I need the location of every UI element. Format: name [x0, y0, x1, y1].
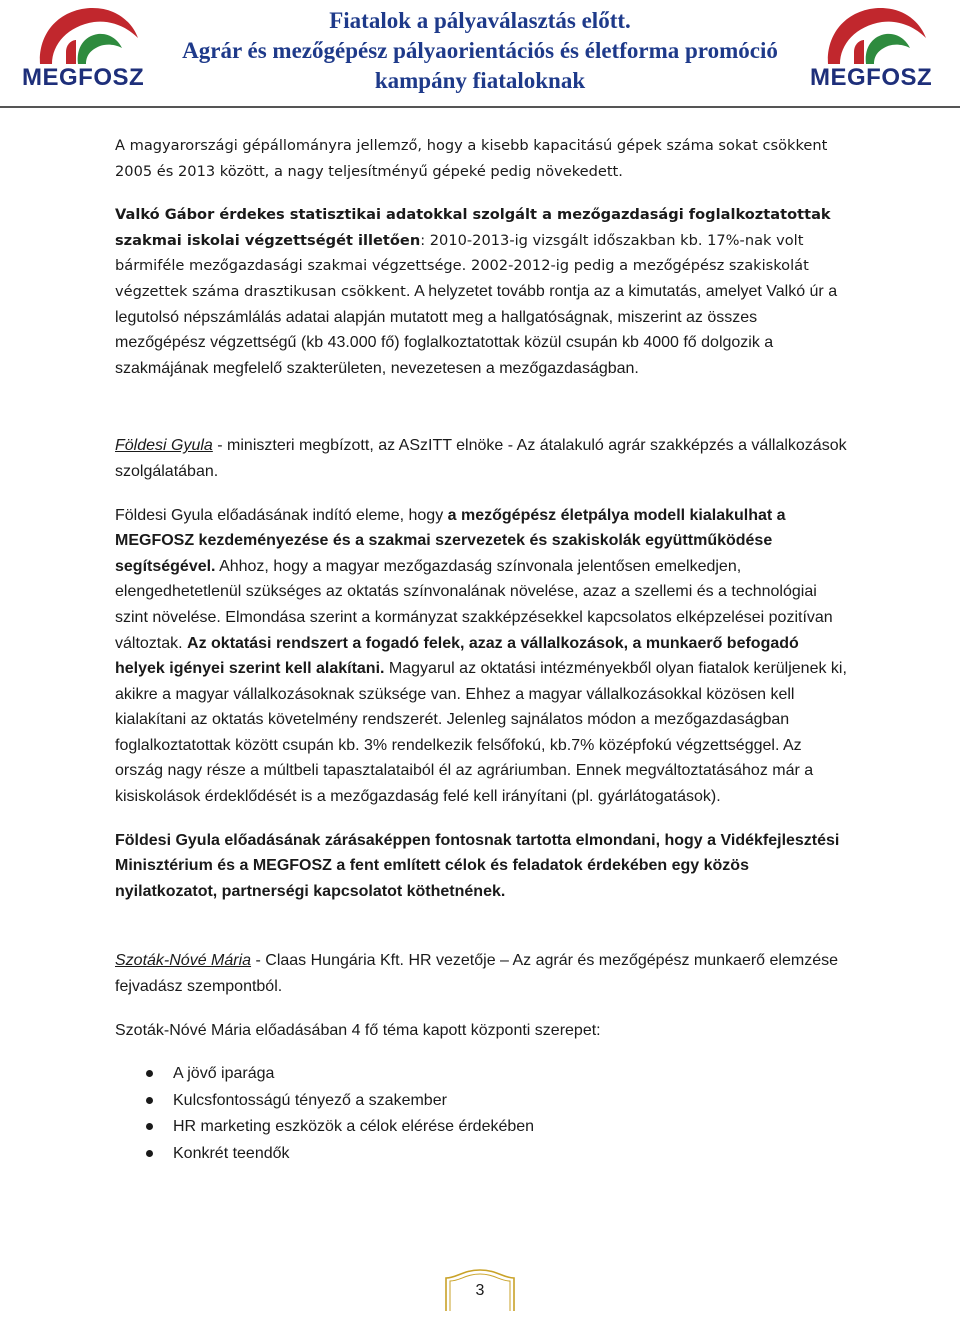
paragraph-machine-stock: A magyarországi gépállományra jellemző, hogy a kisebb kapacitású gépek száma sokat csökkent 2005 és 2013 között, a nagy teljesítményű gépeké pedig növekedett. — [115, 137, 828, 180]
list-item: Kulcsfontosságú tényező a szakember — [115, 1088, 850, 1115]
foldesi-bold-d: Az oktatási rendszert a fogadó felek, azaz a vállalkozások, a munkaerő befogadó helyek igényei szerint kell alakítani. — [115, 634, 799, 678]
page-number-box — [443, 1268, 517, 1312]
foldesi-text-c: Ahhoz, hogy a magyar mezőgazdaság színvonala jelentősen emelkedjen, elengedhetetlenül szükséges az oktatás színvonalának növelése, azaz a szellemi és a technológiai szint növelése. Elmondása szerint a kormányzat szakképzésekkel kapcsolatos elképzelései pozitívan változtak. — [115, 557, 833, 652]
list-item: Konkrét teendők — [115, 1141, 850, 1168]
title-line-1: Fiatalok a pályaválasztás előtt. — [329, 8, 631, 33]
logo-text: MEGFOSZ — [810, 64, 933, 91]
megfosz-emblem-icon — [18, 4, 148, 66]
title-line-2: Agrár és mezőgépész pályaorientációs és életforma promóció — [182, 38, 778, 63]
megfosz-logo-left — [18, 4, 168, 91]
valko-bold-intro: Valkó Gábor érdekes statisztikai adatokkal szolgált a mezőgazdasági foglalkoztatottak szakmai iskolai végzettségét illetően — [115, 206, 831, 249]
paragraph-foldesi-talk — [115, 503, 850, 810]
paragraph-szotak-intro: Szoták-Nóvé Mária előadásában 4 fő téma kapott központi szerepet: — [115, 1021, 601, 1039]
speaker-name-szotak: Szoták-Nóvé Mária — [115, 952, 252, 970]
list-item: HR marketing eszközök a célok elérése érdekében — [115, 1114, 850, 1141]
megfosz-logo-right — [806, 4, 956, 91]
valko-census-text: A helyzetet tovább rontja az a kimutatás, amelyet Valkó úr a legutolsó népszámlálás adatai alapján mutatott meg a hallgatóságnak, miszerint az összes mezőgépész végzettségű (kb 43.000 fő) foglalkoztatottak közül csupán kb 4000 fő dolgozik a szakmájának megfelelő szakterületen, nevezetesen a mezőgazdaságban. — [115, 282, 838, 377]
document-body — [115, 133, 850, 1167]
foldesi-text-a: Földesi Gyula előadásának indító eleme, hogy — [115, 506, 448, 524]
foldesi-role-title: - miniszteri megbízott, az ASzITT elnöke - Az átalakuló agrár szakképzés a vállalkozások szolgálatában. — [115, 437, 847, 480]
szotak-role-title: - Claas Hungária Kft. HR vezetője – Az agrár és mezőgépész munkaerő elemzése fejvadász szempontból. — [115, 952, 838, 996]
page-number: 3 — [475, 1282, 485, 1299]
page-header — [0, 0, 960, 108]
speaker-name-foldesi: Földesi Gyula — [115, 437, 213, 455]
megfosz-emblem-icon — [806, 4, 936, 66]
paragraph-szotak-heading — [115, 948, 850, 999]
foldesi-bold-b: a mezőgépész életpálya modell kialakulhat a MEGFOSZ kezdeményezése és a szakmai szervezetek és szakiskolák együttműködése segítségével. — [115, 506, 786, 575]
paragraph-foldesi-closing: Földesi Gyula előadásának zárásaképpen fontosnak tartotta elmondani, hogy a Vidékfejlesztési Minisztérium és a MEGFOSZ a fent említett célok és feladatok érdekében egy közös nyilatkozatot, partnerségi kapcsolatot köthetnének. — [115, 831, 840, 900]
paragraph-valko-statistics — [115, 202, 850, 381]
header-divider — [0, 106, 960, 108]
logo-text: MEGFOSZ — [22, 64, 145, 91]
valko-stat-text: : 2010-2013-ig vizsgált időszakban kb. 17%-nak volt bármiféle mezőgazdasági szakmai végzettsége. 2002-2012-ig pedig a mezőgépész szakiskolát végzettek száma drasztikusan csökkent. — [115, 231, 809, 300]
topic-list — [115, 1061, 850, 1167]
list-item: A jövő iparága — [115, 1061, 850, 1088]
title-line-3: kampány fiataloknak — [374, 68, 586, 93]
foldesi-text-e: Magyarul az oktatási intézményekből olyan fiatalok kerüljenek ki, akikre a magyar vállalkozásoknak szüksége van. Ehhez a magyar vállalkozásokkal közösen kell kialakítani az oktatás követelmény rendszerét. Jelenleg sajnálatos módon a mezőgazdaságban foglalkoztatottak között csupán kb. 3% rendelkezik felsőfokú, kb.7% középfokú végzettséggel. Az ország nagy része a múltbeli tapasztalataiból él az agráriumban. Ennek megváltoztatásához már a kisiskolások érdeklődését is a mezőgazdaság felé kell irányítani (pl. gyárlátogatások). — [115, 660, 847, 806]
paragraph-foldesi-heading — [115, 433, 850, 484]
header-title — [150, 6, 810, 96]
